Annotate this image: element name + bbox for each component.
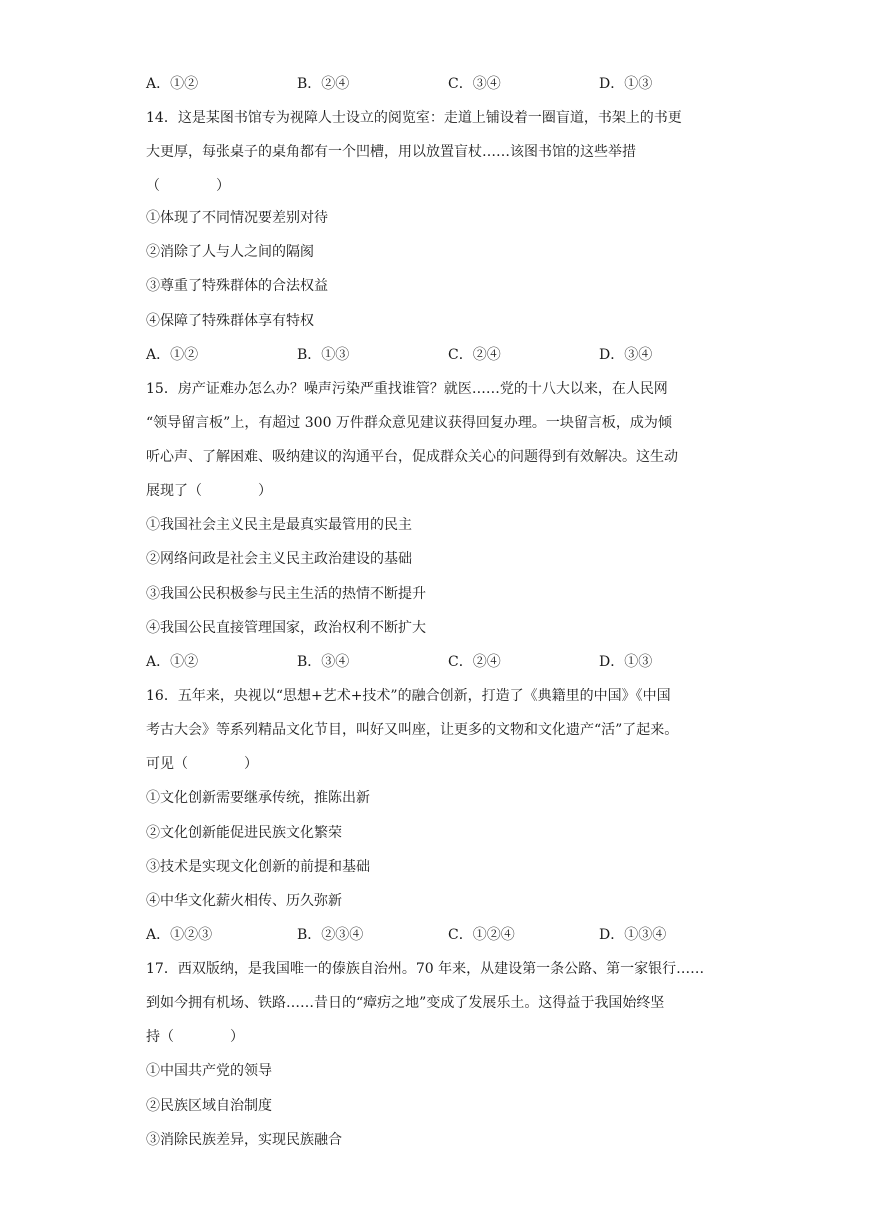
question-stem-line: 听心声、了解困难、吸纳建议的沟通平台，促成群众关心的问题得到有效解决。这生动 [146,449,678,465]
statement-item: ③技术是实现文化创新的前提和基础 [146,859,370,875]
question-stem-line: 16．五年来，央视以“思想+艺术+技术”的融合创新，打造了《典籍里的中国》《中国 [146,688,671,704]
statement-item: ②文化创新能促进民族文化繁荣 [146,825,342,841]
answer-options [146,345,746,365]
option-a: A．①② [146,347,199,363]
statement-item: ①我国社会主义民主是最真实最管用的民主 [146,517,412,533]
answer-options [146,74,746,94]
question-stem-line: 大更厚，每张桌子的桌角都有一个凹槽，用以放置盲杖……该图书馆的这些举措 [146,144,636,160]
question-stem-line: 15．房产证难办怎么办？噪声污染严重找谁管？就医……党的十八大以来，在人民网 [146,381,668,397]
statement-item: ③我国公民积极参与民主生活的热情不断提升 [146,586,426,602]
option-c: C．②④ [448,347,501,363]
option-a: A．①②③ [146,927,213,943]
option-d: D．①③ [599,76,653,92]
statement-item: ④中华文化薪火相传、历久弥新 [146,893,342,909]
statement-item: ③尊重了特殊群体的合法权益 [146,278,328,294]
option-d: D．①③ [599,654,653,670]
option-a: A．①② [146,654,199,670]
statement-item: ③消除民族差异，实现民族融合 [146,1132,342,1148]
option-d: D．①③④ [599,927,667,943]
question-stem-line: 到如今拥有机场、铁路……昔日的“瘴疠之地”变成了发展乐土。这得益于我国始终坚 [146,995,665,1011]
option-b: B．②④ [297,76,350,92]
option-c: C．①②④ [448,927,515,943]
question-stem-line: 14．这是某图书馆专为视障人士设立的阅览室：走道上铺设着一圈盲道，书架上的书更 [146,110,682,126]
question-stem-line: 考古大会》等系列精品文化节目，叫好又叫座，让更多的文物和文化遗产“活”了起来。 [146,722,679,738]
statement-item: ②民族区域自治制度 [146,1098,272,1114]
question-stem-line: 展现了（ ） [146,483,272,499]
answer-options [146,925,746,945]
option-c: C．②④ [448,654,501,670]
question-stem-line: 可见（ ） [146,756,258,772]
question-stem-line: “领导留言板”上，有超过 300 万件群众意见建议获得回复办理。一块留言板，成为倾 [146,415,672,431]
statement-item: ②消除了人与人之间的隔阂 [146,244,314,260]
option-b: B．③④ [297,654,350,670]
statement-item: ①体现了不同情况要差别对待 [146,210,328,226]
statement-item: ④我国公民直接管理国家，政治权利不断扩大 [146,620,426,636]
option-d: D．③④ [599,347,653,363]
option-c: C．③④ [448,76,501,92]
statement-item: ②网络问政是社会主义民主政治建设的基础 [146,551,412,567]
question-stem-line: （ ） [146,178,230,194]
statement-item: ④保障了特殊群体享有特权 [146,313,314,329]
option-b: B．②③④ [297,927,364,943]
question-stem-line: 17．西双版纳，是我国唯一的傣族自治州。70 年来，从建设第一条公路、第一家银行…… [146,961,705,977]
statement-item: ①文化创新需要继承传统，推陈出新 [146,790,370,806]
answer-options [146,652,746,672]
question-stem-line: 持（ ） [146,1029,244,1045]
option-a: A．①② [146,76,199,92]
option-b: B．①③ [297,347,350,363]
statement-item: ①中国共产党的领导 [146,1063,272,1079]
